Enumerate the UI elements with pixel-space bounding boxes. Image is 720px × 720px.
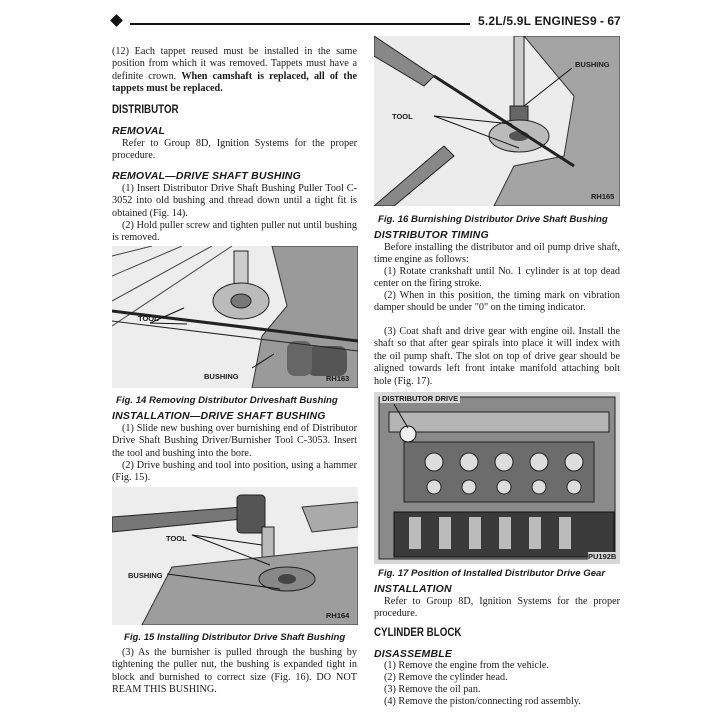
tappet-text: (12) Each tappet reused must be installed in the same position from which it was removed. Tappets must have a definite crown. [112,46,357,82]
install-step-3: (3) As the burnisher is pulled through the bushing by tightening the puller nut, the bushing is expanded tight in block and burnished to correct size (Fig. 16). DO NOT REAM THIS BUSHING. [112,647,357,696]
disassemble-step-1: (1) Remove the engine from the vehicle. [384,660,549,671]
fig14-caption: Fig. 14 Removing Distributor Driveshaft Bushing [116,395,338,406]
removal-bushing-heading: REMOVAL—DRIVE SHAFT BUSHING [112,170,301,182]
fig17-caption: Fig. 17 Position of Installed Distributor Drive Gear [378,568,606,579]
tappet-paragraph [112,46,357,96]
fig17-distributor-label: DISTRIBUTOR DRIVE [382,394,459,403]
disassemble-heading: DISASSEMBLE [374,648,453,660]
fig15-code: RH164 [326,611,350,620]
fig14-tool-label: TOOL [138,314,159,323]
page-number: 9 - 67 [590,14,621,28]
removal-heading: REMOVAL [112,125,166,137]
timing-intro: Before installing the distributor and oil pump drive shaft, time engine as follows: [374,242,620,266]
installation-heading: INSTALLATION [374,583,452,595]
fig16-tool-label: TOOL [392,112,413,121]
header-title: 5.2L/5.9L ENGINES [478,14,590,28]
removal-step-2: (2) Hold puller screw and tighten puller nut until bushing is removed. [112,220,357,244]
header-diamond-icon [110,14,123,27]
header-rule [130,23,470,25]
removal-text: Refer to Group 8D, Ignition Systems for the proper procedure. [112,138,357,162]
install-bushing-heading: INSTALLATION—DRIVE SHAFT BUSHING [112,410,326,422]
cylinder-block-heading: CYLINDER BLOCK [374,627,462,639]
fig17-drawing [374,392,620,564]
fig17-code: PU192B [588,552,617,561]
timing-step-3: (3) Coat shaft and drive gear with engine oil. Install the shaft so that after gear spirals into place it will index with the oil pump shaft. The slot on top of drive gear should be aligned towards left front intake manifold attaching bolt hole (Fig. 17). [374,326,620,387]
fig14-bushing-label: BUSHING [204,372,239,381]
fig14-code: RH163 [326,374,350,383]
fig15-illustration [112,487,358,625]
install-step-2: (2) Drive bushing and tool into position, using a hammer (Fig. 15). [112,460,357,484]
fig17-illustration [374,392,620,564]
disassemble-step-3: (3) Remove the oil pan. [384,684,481,695]
disassemble-step-2: (2) Remove the cylinder head. [384,672,508,683]
fig16-code: RH165 [591,192,615,201]
fig15-drawing [112,487,358,625]
tappet-bold-text: When camshaft is replaced, all of the tappets must be replaced. [112,70,358,95]
fig16-caption: Fig. 16 Burnishing Distributor Drive Shaft Bushing [378,214,608,225]
fig16-bushing-label: BUSHING [575,60,610,69]
disassemble-step-4: (4) Remove the piston/connecting rod assembly. [384,696,581,707]
distributor-heading: DISTRIBUTOR [112,104,179,116]
timing-step-2: (2) When in this position, the timing mark on vibration damper should be under "0" on the timing indicator. [374,290,620,314]
installation-text: Refer to Group 8D, Ignition Systems for the proper procedure. [374,596,620,620]
timing-heading: DISTRIBUTOR TIMING [374,229,489,241]
install-step-1: (1) Slide new bushing over burnishing end of Distributor Drive Shaft Bushing Driver/Burnisher Tool C-3053. Insert the tool and bushing into the bore. [112,423,357,459]
removal-step-1: (1) Insert Distributor Drive Shaft Bushing Puller Tool C-3052 into old bushing and thread down until a tight fit is obtained (Fig. 14). [112,183,357,219]
fig15-bushing-label: BUSHING [128,571,163,580]
fig15-tool-label: TOOL [166,534,187,543]
fig15-caption: Fig. 15 Installing Distributor Drive Shaft Bushing [124,632,346,643]
timing-step-1: (1) Rotate crankshaft until No. 1 cylinder is at top dead center on the firing stroke. [374,266,620,290]
